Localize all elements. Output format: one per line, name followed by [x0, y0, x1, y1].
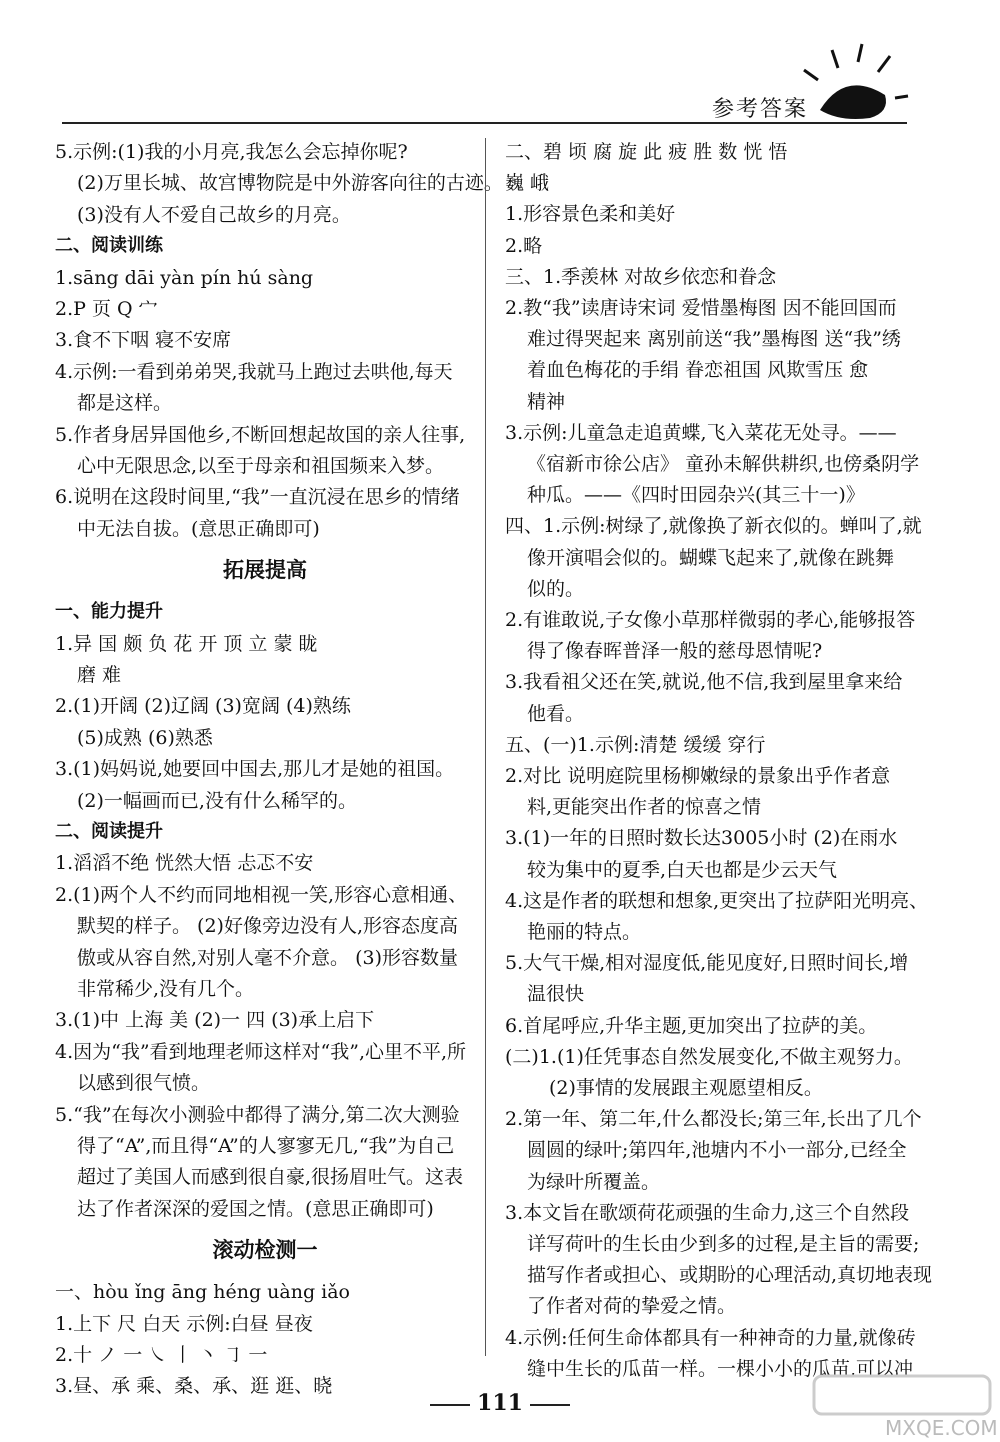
answer-line: (5)成熟 (6)熟悉	[77, 726, 213, 749]
answer-line: 6.说明在这段时间里,“我”一直沉浸在思乡的情绪	[55, 486, 460, 509]
answer-line: 2.略	[505, 234, 543, 257]
answer-line: 3.(1)妈妈说,她要回中国去,那儿才是她的祖国。	[55, 758, 455, 781]
answer-line: 着血色梅花的手绢 眷恋祖国 风欺雪压 愈	[527, 359, 869, 382]
answer-line: (2)一幅画而已,没有什么稀罕的。	[77, 789, 357, 812]
section-title: 拓展提高	[223, 558, 307, 583]
answer-line: 三、1.季羡林 对故乡依恋和眷念	[505, 265, 777, 288]
answer-line: 5.大气干燥,相对湿度低,能见度好,日照时间长,增	[505, 952, 909, 975]
answer-line: 《宿新市徐公店》 童孙未解供耕织,也傍桑阴学	[527, 453, 920, 475]
answer-line: 6.首尾呼应,升华主题,更加突出了拉萨的美。	[505, 1014, 878, 1037]
answer-line: 4.示例:一看到弟弟哭,我就马上跑过去哄他,每天	[55, 360, 453, 383]
answer-line: 1.形容景色柔和美好	[505, 203, 676, 226]
section-heading: 一、能力提升	[55, 601, 163, 623]
answer-line: 心中无限思念,以至于母亲和祖国频来入梦。	[77, 455, 445, 477]
answer-line: 磨 难	[77, 664, 122, 686]
header-title: 参考答案	[712, 97, 809, 122]
answer-line: (2)万里长城、故宫博物院是中外游客向往的古迹。	[77, 172, 503, 195]
answer-line: 2.(1)开阔 (2)辽阔 (3)宽阔 (4)熟练	[55, 695, 351, 718]
answer-line: 3.(1)一年的日照时数长达3005小时 (2)在雨水	[505, 827, 898, 850]
answer-line: 5.“我”在每次小测验中都得了满分,第二次大测验	[55, 1103, 460, 1126]
answer-line: 为绿叶所覆盖。	[527, 1170, 661, 1193]
answer-line: 2.对比 说明庭院里杨柳嫩绿的景象出乎作者意	[505, 765, 891, 787]
answer-line: 二、碧 顷 腐 旋 此 疲 胜 数 恍 悟	[505, 141, 788, 163]
answer-line: 缝中生长的瓜苗一样。一棵小小的瓜苗,可以冲	[527, 1357, 914, 1380]
answer-line: 描写作者或担心、或期盼的心理活动,真切地表现	[527, 1264, 933, 1287]
answer-line: 以感到很气愤。	[77, 1072, 211, 1095]
answer-line: 3.我看祖父还在笑,就说,他不信,我到屋里拿来给	[505, 671, 903, 694]
answer-line: 1.上下 尺 白天 示例:白昼 昼夜	[55, 1312, 313, 1335]
answer-line: 精神	[527, 390, 566, 413]
answer-line: 5.示例:(1)我的小月亮,我怎么会忘掉你呢?	[55, 141, 408, 163]
answer-line: 2.教“我”读唐诗宋词 爱惜墨梅图 因不能回国而	[505, 297, 897, 319]
answer-line: 五、(一)1.示例:清楚 缓缓 穿行	[505, 733, 766, 756]
answer-line: 艳丽的特点。	[527, 921, 642, 943]
answer-line: 3.昼、承 乘、桑、承、逛 逛、晓	[55, 1375, 333, 1398]
answer-line: 难过得哭起来 离别前送“我”墨梅图 送“我”绣	[527, 328, 901, 351]
answer-line: 温很快	[527, 983, 585, 1006]
answer-line: 了作者对荷的挚爱之情。	[527, 1295, 737, 1318]
answer-line: 得了像春晖普泽一般的慈母恩情呢?	[527, 640, 823, 663]
answer-line: 较为集中的夏季,白天也都是少云天气	[527, 858, 838, 881]
column-divider	[485, 138, 486, 1356]
answer-line: 默契的样子。 (2)好像旁边没有人,形容态度高	[77, 915, 458, 938]
answer-line: 似的。	[527, 577, 585, 600]
answer-line: 像开演唱会似的。蝴蝶飞起来了,就像在跳舞	[527, 546, 895, 569]
answer-line: 5.作者身居异国他乡,不断回想起故国的亲人往事,	[55, 423, 466, 446]
answer-line: 中无法自拔。(意思正确即可)	[77, 517, 320, 540]
answer-line: 3.示例:儿童急走追黄蝶,飞入菜花无处寻。——	[505, 421, 897, 444]
page-header	[0, 0, 1000, 130]
answer-line: 种瓜。——《四时田园杂兴(其三十一)》	[527, 484, 865, 507]
page-footer	[430, 1390, 570, 1420]
answer-line: 得了“A”,而且得“A”的人寥寥无几,“我”为自己	[77, 1135, 455, 1157]
answer-line: (2)事情的发展跟主观愿望相反。	[549, 1077, 823, 1099]
answer-line: 2.十 ノ 一 ㇏ 丨 丶 ㇆ 一	[55, 1344, 268, 1366]
answer-line: 四、1.示例:树绿了,就像换了新衣似的。蝉叫了,就	[505, 515, 922, 538]
footer-ornament-left	[430, 1404, 470, 1406]
answer-line: 非常稀少,没有几个。	[77, 978, 255, 1000]
answer-line: 圆圆的绿叶;第四年,池塘内不小一部分,已经全	[527, 1139, 907, 1162]
answer-line: 3.本文旨在歌颂荷花顽强的生命力,这三个自然段	[505, 1201, 910, 1224]
section-title: 滚动检测一	[212, 1238, 318, 1263]
watermark-text: MXQE.COM	[885, 1416, 998, 1440]
answer-line: 1.sāng dāi yàn pín hú sàng	[55, 266, 314, 289]
answer-line: 都是这样。	[77, 392, 173, 415]
answer-line: 详写荷叶的生长由少到多的过程,是主旨的需要;	[527, 1233, 920, 1255]
answer-line: 4.因为“我”看到地理老师这样对“我”,心里不平,所	[55, 1040, 467, 1063]
answer-line: 3.(1)中 上海 美 (2)一 四 (3)承上启下	[55, 1009, 375, 1032]
answer-line: 1.异 国 颇 负 花 开 顶 立 蒙 眬	[55, 632, 318, 655]
answer-line: 2.(1)两个人不约而同地相视一笑,形容心意相通、	[55, 883, 468, 906]
footer-ornament-right	[530, 1404, 570, 1406]
answer-line: 达了作者深深的爱国之情。(意思正确即可)	[77, 1197, 434, 1220]
answer-line: 2.P 页 Q 宀	[55, 298, 158, 320]
answer-line: (3)没有人不爱自己故乡的月亮。	[77, 203, 351, 226]
answer-line: 超过了美国人而感到很自豪,很扬眉吐气。这表	[77, 1166, 464, 1189]
answer-line: 一、hòu ǐng āng héng uàng iǎo	[55, 1281, 351, 1304]
header-rule	[62, 122, 907, 124]
answer-line: 1.滔滔不绝 恍然大悟 忐忑不安	[55, 852, 314, 875]
answer-line: 巍 峨	[505, 172, 550, 195]
page-number: 111	[477, 1390, 523, 1416]
answer-line: 傲或从容自然,对别人毫不介意。 (3)形容数量	[77, 946, 458, 969]
answer-line: 料,更能突出作者的惊喜之情	[527, 796, 762, 819]
section-heading: 二、阅读提升	[55, 821, 163, 842]
watermark-logo-icon	[812, 1372, 992, 1417]
answer-line: 4.示例:任何生命体都具有一种神奇的力量,就像砖	[505, 1326, 916, 1349]
section-heading: 二、阅读训练	[55, 235, 163, 257]
answer-line: (二)1.(1)任凭事态自然发展变化,不做主观努力。	[505, 1045, 913, 1068]
answer-line: 他看。	[527, 702, 585, 725]
answer-line: 3.食不下咽 寝不安席	[55, 329, 232, 352]
answer-line: 4.这是作者的联想和想象,更突出了拉萨阳光明亮、	[505, 889, 929, 912]
answer-line: 2.有谁敢说,子女像小草那样微弱的孝心,能够报答	[505, 609, 916, 631]
answer-line: 2.第一年、第二年,什么都没长;第三年,长出了几个	[505, 1108, 922, 1131]
